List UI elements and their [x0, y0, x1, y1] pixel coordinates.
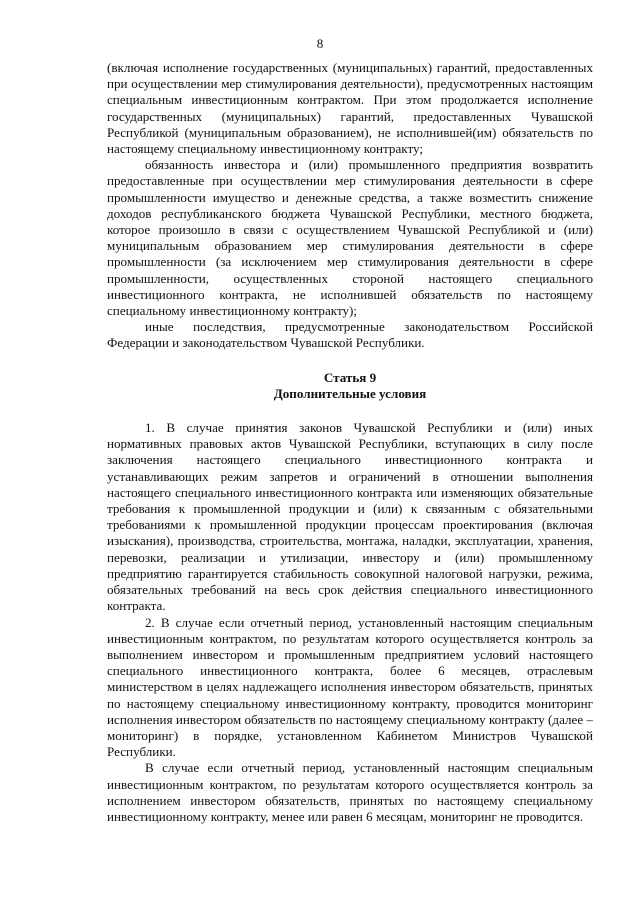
- article-heading: Статья 9: [323, 369, 377, 385]
- paragraph-clause-1: 1. В случае принятия законов Чувашской Республики и (или) иных нормативных правовых актов Чувашской Республики, вступающих в силу после заключения настоящего специального инвестиционного контракта и устанавливающих режим запретов и ограничений в отношении выполнения настоящего специального инвестиционного контракта или изменяющих обязательные требования к промышленной продукции и (или) к связанным с обязательными требованиями к промышленной продукции процессам проектирования (включая изыскания), производства, строительства, монтажа, наладки, эксплуатации, хранения, перевозки, реализации и утилизации, инвестору и (или) промышленному предприятию гарантируется стабильность совокупной налоговой нагрузки, режима, обязательных требований на весь срок действия специального инвестиционного контракта.: [107, 420, 593, 614]
- paragraph-guarantees: (включая исполнение государственных (муниципальных) гарантий, предоставленных при осуществлении мер стимулирования деятельности), предусмотренных настоящим специальным инвестиционным контрактом. При этом продолжается исполнение государственных (муниципальных) гарантий, предоставленных Чувашской Республикой (муниципальным образованием), не исполнившей(им) обязательств по настоящему специальному инвестиционному контракту;: [107, 60, 593, 157]
- paragraph-investor-obligation: обязанность инвестора и (или) промышленного предприятия возвратить предоставленные при осуществлении мер стимулирования деятельности в сфере промышленности имущество и денежные средства, а также возместить снижение доходов республиканского бюджета Чувашской Республики, местного бюджета, которое произошло в связи с осуществлением Чувашской Республикой и (или) муниципальным образованием мер стимулирования деятельности в сфере промышленности (за исключением мер стимулирования деятельности в сфере промышленности, осуществленных стороной настоящего специального инвестиционного контракта, не исполнившей обязательств по настоящему специальному инвестиционному контракту);: [107, 157, 593, 319]
- paragraph-monitoring-exception: В случае если отчетный период, установленный настоящим специальным инвестиционным контрактом, по результатам которого осуществляется контроль за исполнением инвестором обязательств, принятых по настоящему специальному инвестиционному контракту, менее или равен 6 месяцам, мониторинг не проводится.: [107, 760, 593, 824]
- page-body: [107, 60, 593, 825]
- article-title: Дополнительные условия: [273, 385, 427, 401]
- paragraph-clause-2: 2. В случае если отчетный период, установленный настоящим специальным инвестиционным контрактом, по результатам которого осуществляется контроль за выполнением инвестором и промышленным предприятием условий настоящего специального инвестиционного контракта, более 6 месяцев, отраслевым министерством в целях надлежащего исполнения инвестором обязательств, принятых по настоящему специальному инвестиционному контракту, проводится мониторинг исполнения инвестором обязательств по настоящему специальному контракту (далее – мониторинг) в порядке, установленном Кабинетом Министров Чувашской Республики.: [107, 614, 593, 760]
- page-number: 8: [316, 36, 324, 51]
- paragraph-other-consequences: иные последствия, предусмотренные законодательством Российской Федерации и законодательством Чувашской Республики.: [107, 319, 593, 351]
